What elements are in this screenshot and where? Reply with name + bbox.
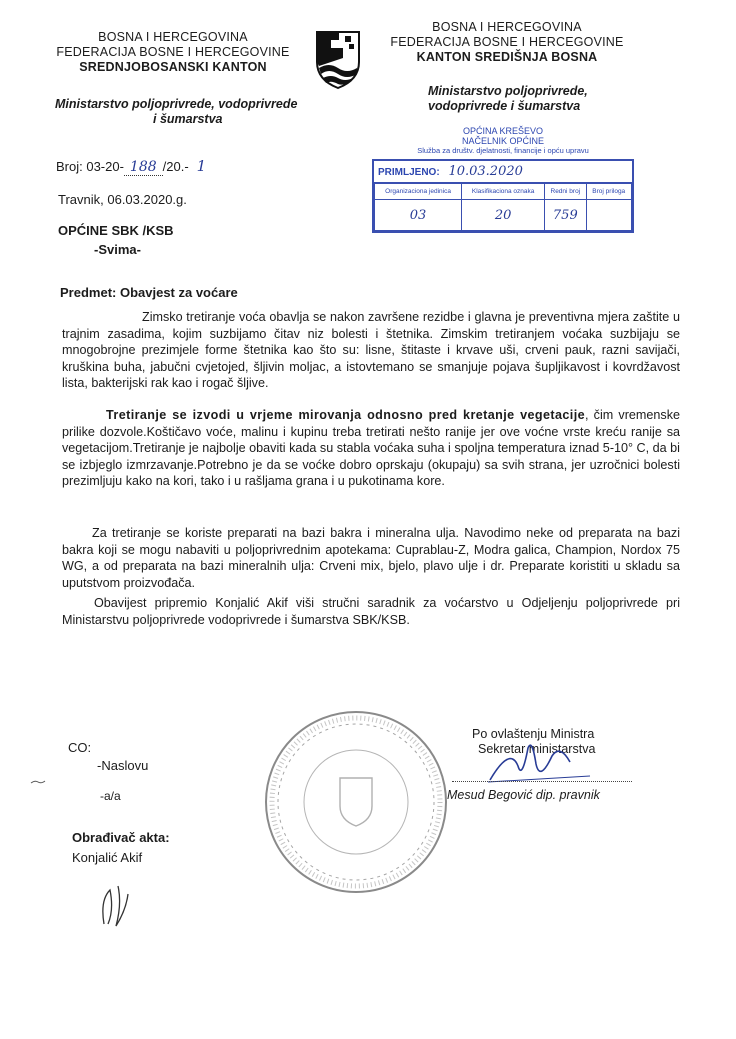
stamp-col-number: Redni broj <box>545 184 586 200</box>
recipient-line2: -Svima- <box>94 242 141 257</box>
paragraph-2-bold: Tretiranje se izvodi u vrjeme mirovanja odnosno pred kretanje vegetacije <box>106 408 586 422</box>
stamp-val-number: 759 <box>545 200 586 231</box>
header-right-ministry-line1: Ministarstvo poljoprivrede, <box>428 84 588 98</box>
reference-number-label: Broj: 03-20- <box>56 159 124 174</box>
paragraph-3-text: Za tretiranje se koriste preparati na bazi bakra i mineralna ulja. Navodimo neke od preparata na bazi bakra koji se mogu nabaviti u poljoprivrednim apotekama: Cuprablau-Z, Modra galica, Champion, Nordox 75 WG, a od preparata na bazi mineralnih ulja: Crveni mix, bjelo, plavo ulje i dr. Preparate koristiti u skladu sa uputstvom proizvođača. <box>62 526 680 590</box>
header-right <box>382 20 632 65</box>
signature-authority: Po ovlaštenju Ministra <box>472 727 595 741</box>
subject: Predmet: Obavjest za voćare <box>60 285 238 300</box>
place-date: Travnik, 06.03.2020.g. <box>58 192 187 207</box>
processor-initials-icon <box>96 880 136 930</box>
paragraph-4 <box>62 595 680 628</box>
signature-name: Mesud Begović dip. pravnik <box>447 788 600 802</box>
official-seal-icon <box>262 708 450 896</box>
cc-label: CO: <box>68 740 92 755</box>
reference-number-handwritten-end: 1 <box>196 157 207 175</box>
header-left-ministry <box>55 97 315 127</box>
paragraph-4-text: Obavijest pripremio Konjalić Akif viši stručni saradnik za voćarstvo u Odjeljenju poljoprivrede pri Ministarstvu poljoprivrede vodoprivrede i šumarstva SBK/KSB. <box>62 596 680 627</box>
stamp-val-attachments <box>586 200 632 231</box>
header-left-federation: FEDERACIJA BOSNE I HERCEGOVINE <box>56 45 290 59</box>
stamp-col-attachments: Broj priloga <box>586 184 632 200</box>
received-label: PRIMLJENO: <box>378 167 440 178</box>
paragraph-2 <box>62 407 680 490</box>
paragraph-3 <box>62 525 680 591</box>
received-stamp-title1: OPĆINA KREŠEVO <box>462 126 544 136</box>
cc-line2: -a/a <box>100 789 121 803</box>
received-date: 10.03.2020 <box>448 164 523 179</box>
received-stamp <box>372 126 634 233</box>
stamp-col-class: Klasifikaciona oznaka <box>462 184 545 200</box>
stamp-val-unit: 03 <box>375 200 462 231</box>
signature-scribble-icon <box>470 736 600 786</box>
paragraph-2-text: , čim vremenske prilike dozvole.Koštičavo voće, malinu i kupinu treba tretirati nešto ranije jer ove voćne vrste kreću ranije sa vegetacijom.Tretiranje je najbolje obaviti kada su stabla voćaka suha i spoljna temperatura iznad 5-10° C, da bi se izbjeglo izmrzavanje.Potrebno je da se voćke dobro oprskaju (okupaju) sa svih strana, jer uzročnici bolesti prezimljuju kako na kori, tako i u rašljama grana i u pukotinama kore. <box>62 408 680 489</box>
recipient-line1: OPĆINE SBK /KSB <box>58 223 174 238</box>
recipient <box>58 221 174 259</box>
received-stamp-box <box>372 159 634 233</box>
margin-mark-icon <box>30 772 46 778</box>
signature-line <box>452 781 632 782</box>
received-stamp-title3: Služba za društv. djelatnosti, financije i opću upravu <box>417 146 589 155</box>
received-stamp-title2: NAČELNIK OPĆINE <box>461 136 545 146</box>
received-stamp-row <box>374 161 632 183</box>
stamp-val-class: 20 <box>462 200 545 231</box>
reference-number <box>56 157 206 175</box>
cc-line1: -Naslovu <box>97 758 149 773</box>
coat-of-arms-icon <box>313 28 363 90</box>
header-right-canton: KANTON SREDIŠNJA BOSNA <box>416 50 598 64</box>
header-right-federation: FEDERACIJA BOSNE I HERCEGOVINE <box>390 35 624 49</box>
processor-label: Obrađivač akta: <box>72 830 170 845</box>
signature-title: Sekretar ministarstva <box>478 742 596 756</box>
reference-number-suffix: /20.- <box>162 159 189 174</box>
header-right-ministry-line2: vodoprivrede i šumarstva <box>428 99 581 113</box>
paragraph-1-text: Zimsko tretiranje voća obavlja se nakon završene rezidbe i glavna je preventivna mjera zaštite u trajnim zasadima, kojim suzbijamo čitav niz bolesti i štetnika. Zimskim tretiranjem voćaka suzbijaju se mnogobrojne prezimjele forme štetnika kao što su: lisne, štitaste i krvave uši, crveni pauk, razni savijači, kruškina buha, jabučni cvjetojed, šljivin moljac, a istovtemano se smanjuje pojava šupljikavost i kovrdžavost lista, bakterijski rak kao i rogač šljive. <box>62 310 680 391</box>
header-left <box>48 30 298 75</box>
reference-number-handwritten: 188 <box>124 159 163 176</box>
header-left-country: BOSNA I HERCEGOVINA <box>98 30 248 44</box>
stamp-col-unit: Organizaciona jedinica <box>375 184 462 200</box>
paragraph-1 <box>62 309 680 392</box>
header-right-country: BOSNA I HERCEGOVINA <box>432 20 582 34</box>
received-stamp-table <box>374 183 632 231</box>
header-left-ministry-line1: Ministarstvo poljoprivrede, vodoprivrede <box>55 97 298 111</box>
header-left-ministry-line2: i šumarstva <box>153 112 223 126</box>
processor-name: Konjalić Akif <box>72 850 143 865</box>
header-right-ministry <box>428 84 648 114</box>
header-left-canton: SREDNJOBOSANSKI KANTON <box>79 60 267 74</box>
